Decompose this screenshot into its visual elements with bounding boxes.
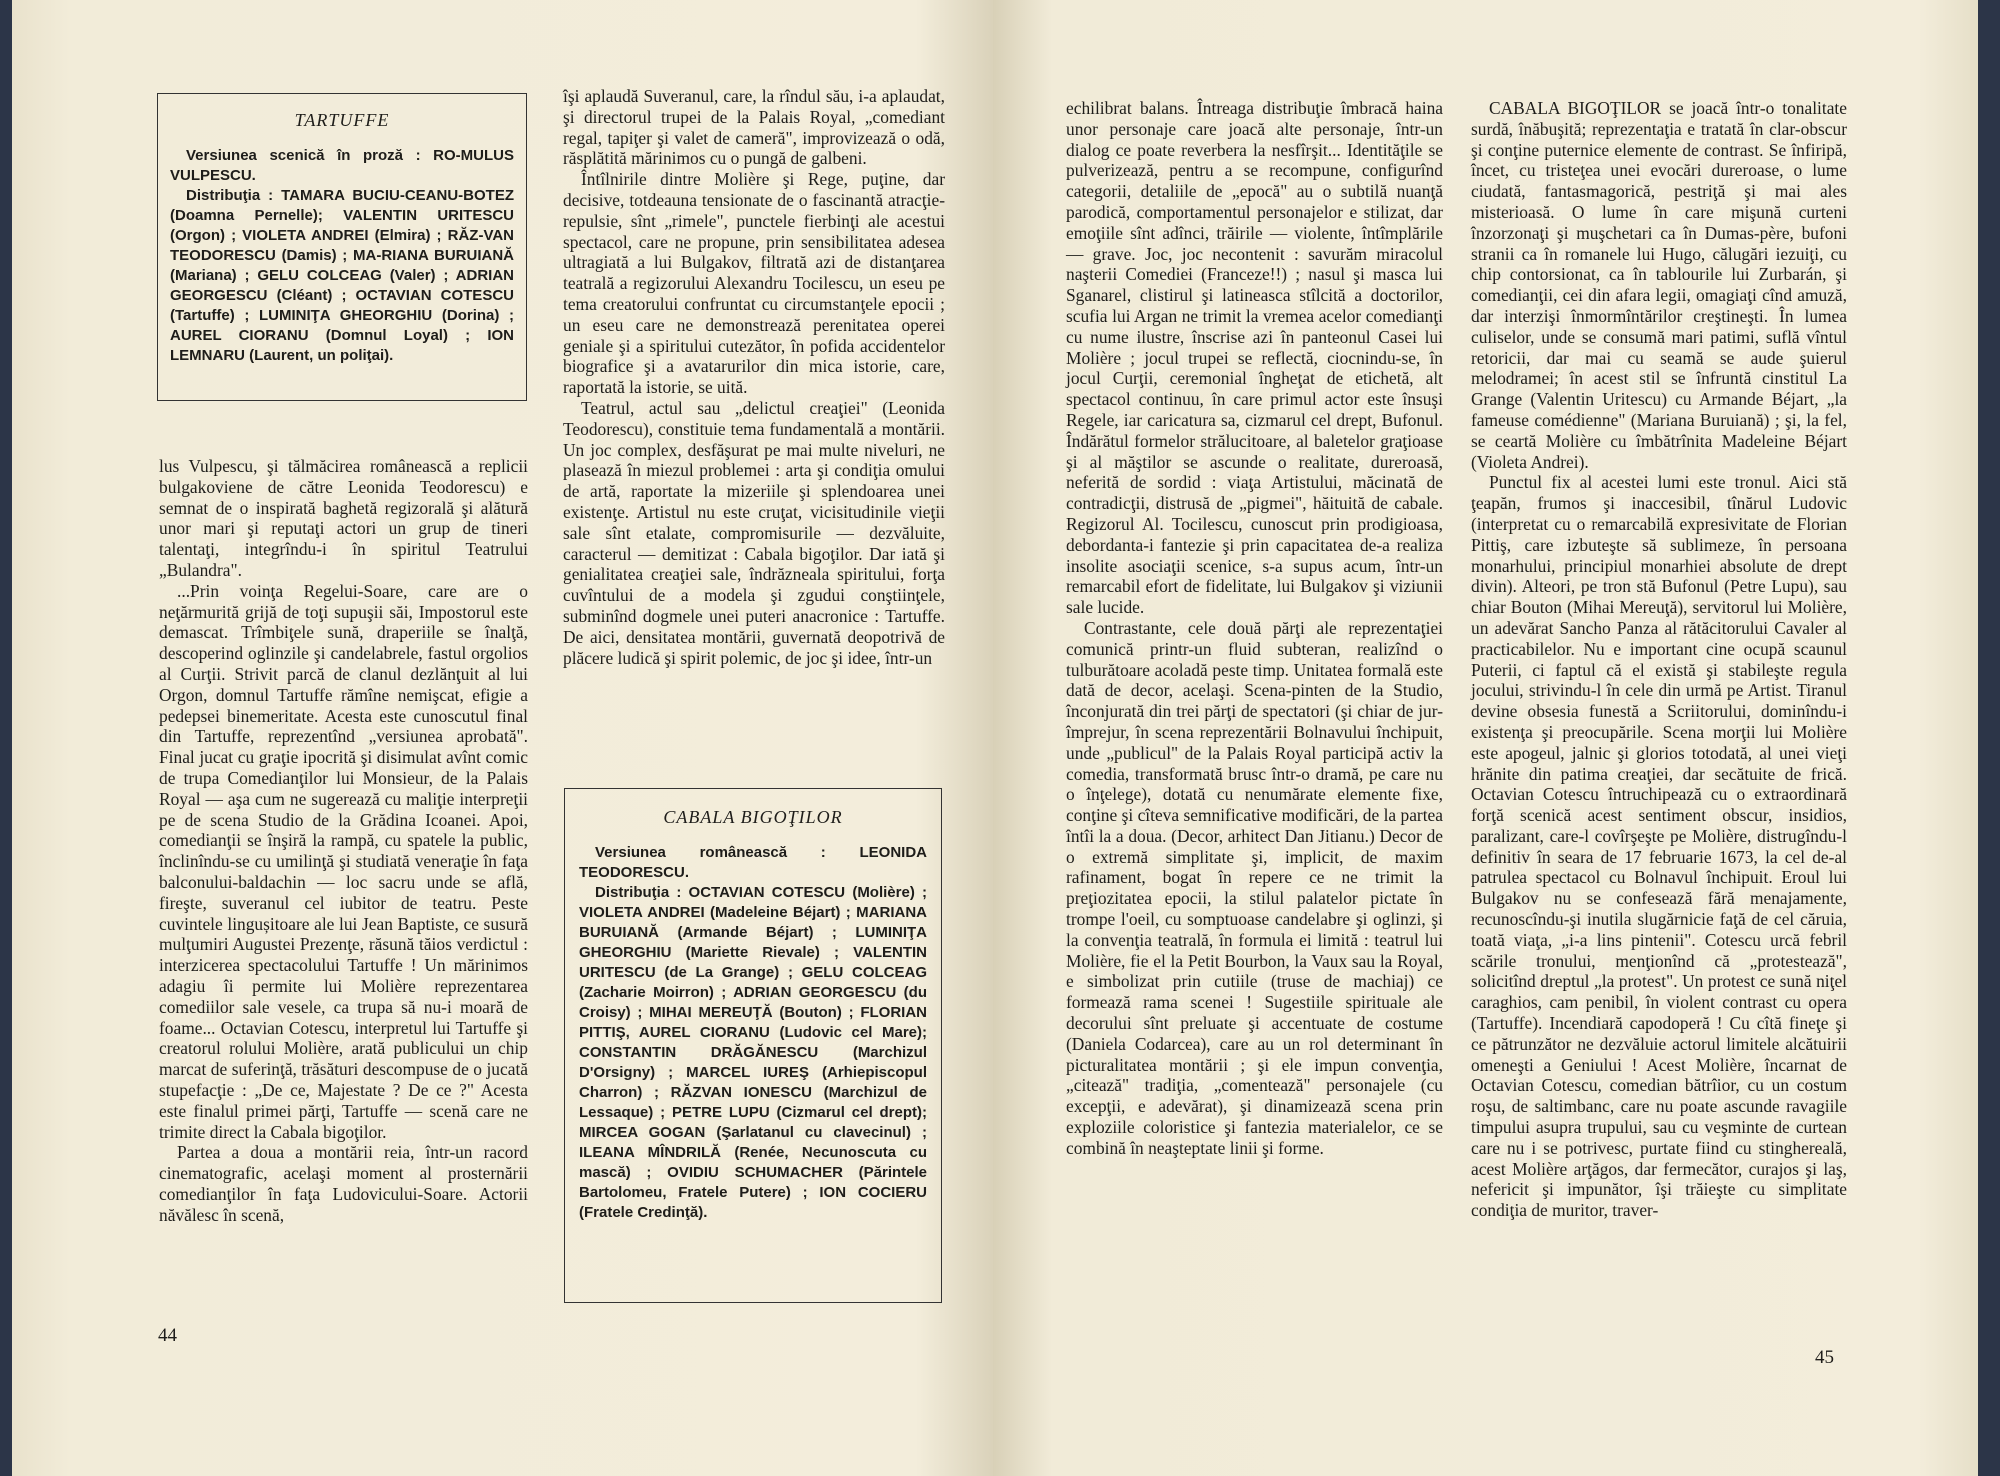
paragraph: Punctul fix al acestei lumi este tronul. Aici stă ţeapăn, frumos şi inaccesibil, tînărul Ludovic (interpretat cu o remarcabilă expresivitate de Florian Pittiş, care izbuteşte să sublimeze, în persoana monarhului, principiul monarhiei absolute de drept divin). Alteori, pe tron stă Bufonul (Petre Lupu), sau chiar Bouton (Mihai Mereuţă), servitorul lui Molière, un adevărat Sancho Panza al rătăcitorului Cavaler al practicabilelor. Nu e important cine ocupă scaunul Puterii, ci faptul că el există şi stabileşte regula jocului, strivindu-l în cele din urmă pe Artist. Tiranul devine obsesia funestă a Scriitorului, dominîndu-i existenţa şi preocupările. Scena morţii lui Molière este apogeul, jalnic şi glorios totodată, al unei vieţi hrănite din patima creaţiei, dar secătuite de frică. Octavian Cotescu întruchipează cu o extraordinară forţă scenică acest sentiment obscur, insidios, paralizant, care-l covîrşeşte pe Molière, distrugîndu-l definitiv în seara de 17 februarie 1673, la cel de-al patrulea spectacol cu Bolnavul închipuit. Eroul lui Bulgakov nu se confesează fără menajamente, recunoscîndu-şi inutila slugărnicie faţă de cel căruia, toată viaţa, „i-a lins pintenii". Cotescu urcă febril scările tronului, menţionînd că „protestează", solicitînd dreptul „la protest". Un protest ce sună niţel caraghios, cam penibil, în violent contrast cu opera (Tartuffe). Incendiară capodoperă ! Cu cîtă fineţe şi ce pătrunzător ne dezvăluie actorul limitele alcătuirii omeneşti a Geniului ! Acest Molière, încarnat de Octavian Cotescu, comedian bătrîior, cu un costum roşu, de saltimbanc, care nu poate ascunde ravagiile timpului asupra trupului, sau cu veşminte de curtean care nu i se potrivesc, purtate fiind cu stinghereală, acest Molière arţăgos, dar fermecător, curajos şi laş, nefericit şi impunător, îşi trăieşte cu simplitate condiţia de muritor, traver-	[1471, 472, 1847, 1221]
tartuffe-cast: Distribuţia : TAMARA BUCIU-CEANU-BOTEZ (Doamna Pernelle); VALENTIN URITESCU (Orgon) ; VIOLETA ANDREI (Elmira) ; RĂZ-VAN TEODORESCU (Damis) ; MA-RIANA BURUIANĂ (Mariana) ; GELU COLCEAG (Valer) ; ADRIAN GEORGESCU (Cléant) ; OCTAVIAN COTESCU (Tartuffe) ; LUMINIŢA GHEORGHIU (Dorina) ; AUREL CIORANU (Domnul Loyal) ; ION LEMNARU (Laurent, un poliţai).	[170, 187, 514, 364]
tartuffe-box-title: TARTUFFE	[294, 110, 390, 130]
cabala-version: Versiunea românească : LEONIDA TEODORESCU.	[579, 844, 927, 881]
right-column-2	[1471, 98, 1847, 1221]
left-column-2	[563, 86, 945, 668]
paragraph: Contrastante, cele două părţi ale reprezentaţiei comunică printr-un fluid subteran, realizînd o tulburătoare acoladă peste timp. Unitatea formală este dată de decor, acelaşi. Scena-pinten de la Studio, înconjurată din trei părţi de spectatori (şi chiar de jur-împrejur, în scena reprezentării Bolnavului închipuit, unde „publicul" de la Palais Royal participă activ la comedia, transformată brusc într-o dramă, pe care nu o înţelege), dotată cu nenumărate elemente fixe, conţine şi cîteva semnificative modificări, de la partea întîi la a doua. (Decor, arhitect Dan Jitianu.) Decor de o extremă simplitate şi, implicit, de maxim rafinament, bogat în repere ce ne trimit la preţiozitatea epocii, la stilul palatelor pictate în trompe l'oeil, cu somptuoase candelabre şi oglinzi, şi la convenţia teatrală, în formula ei limită : teatrul lui Molière, fie el la Petit Bourbon, la Vaux sau la Royal, e simbolizat prin cutiile (truse de machiaj) ce formează rama scenei ! Sugestiile spirituale ale decorului sînt preluate şi accentuate de costume (Daniela Codarcea), care au un rol determinant în picturalitatea montării ; şi ele impun convenţia, „citează" tradiţia, „comentează" personajele (cu excepţii, e adevărat), şi dinamizează scena prin exploziile coloristice şi fantezia materialelor, ce se combină în neaşteptate linii şi forme.	[1066, 617, 1443, 1158]
right-column-1	[1066, 98, 1443, 1159]
paragraph: Teatrul, actul sau „delictul creaţiei" (Leonida Teodorescu), constituie tema fundamentală a montării. Un joc complex, desfăşurat pe mai multe niveluri, ne plasează în miezul problemei : arta şi condiţia omului de artă, raportate la mizeriile şi splendoarea unei existenţe. Artistul nu este cruţat, vicisitudinile vieţii sale sînt etalate, compromisurile — dezvăluite, caracterul — demitizat : Cabala bigoţilor. Dar iată şi genialitatea creaţiei sale, îndrăzneala spiritului, forţa cuvîntului de a modela şi zgudui conştiinţele, subminînd dogmele unei puteri anacronice : Tartuffe. De aici, densitatea montării, guvernată deopotrivă de plăcere ludică şi spirit polemic, de joc şi idee, într-un	[563, 397, 945, 668]
paragraph: Partea a doua a montării reia, într-un racord cinematografic, acelaşi moment al prosternării comedianţilor în faţa Ludovicului-Soare. Actorii năvălesc în scenă,	[159, 1142, 528, 1225]
right-page	[993, 0, 1978, 1476]
tartuffe-credits-box	[157, 93, 527, 401]
left-page	[12, 0, 995, 1476]
paragraph: Întîlnirile dintre Molière şi Rege, puţine, dar decisive, totdeauna tensionate de o fascinantă atracţie-repulsie, sînt „rimele", punctele fierbinţi ale acestui spectacol, care ne propune, prin sensibilitatea adesea ultragiată a lui Bulgakov, filtrată azi de distanţarea teatrală a regizorului Alexandru Tocilescu, un eseu pe tema creatorului confruntat cu circumstanţele epocii ; un eseu care ne demonstrează perenitatea operei geniale şi a spiritului cutezător, în pofida accidentelor biografice şi a avatarurilor din mica istorie, care, raportată la istorie, se uită.	[563, 169, 945, 398]
page-number-left: 44	[158, 1325, 177, 1346]
paragraph: echilibrat balans. Întreaga distribuţie îmbracă haina unor personaje care joacă alte personaje, într-un dialog ce poate reverbera la nesfîrşit... Identităţile se pulverizează, pentru a se recompune, configurînd categorii, detaliile de „epocă" au o subtilă nuanţă parodică, comportamentul personajelor e stilizat, dar emoţiile sînt adînci, trăirile — violente, întîmplările — grave. Joc, joc necontenit : savurăm miracolul naşterii Comediei (Franceze!!) ; nasul şi masca lui Sganarel, clistirul şi latineasca stîlcită a doctorilor, scufia lui Argan ne trimit la vremea acelor comedianţi cu nume ilustre, înscrise azi în panteonul Casei lui Molière ; jocul trupei se reflectă, ciocnindu-se, în jocul Curţii, ceremonial îngheţat de etichetă, alt spectacol continuu, în care primul actor este însuşi Regele, iar caricatura sa, cizmarul cel drept, Bufonul. Îndărătul formelor strălucitoare, al baletelor graţioase şi al măştilor se ascunde o realitate, dureroasă, neferită de sordid : viaţa Artistului, măcinată de contradicţii, distrusă de „pigmei", hăituită de cabale. Regizorul Al. Tocilescu, cunoscut prin prodigioasa, debordanta-i fantezie şi prin capacitatea de-a realiza insolite asociaţii scenice, s-a supus acum, într-un remarcabil efort de fidelitate, lui Bulgakov şi viziunii sale lucide.	[1066, 98, 1443, 618]
cabala-credits-box	[564, 788, 942, 1303]
paragraph: lus Vulpescu, şi tălmăcirea românească a replicii bulgakoviene de către Leonida Teodorescu) e semnat de o inspirată baghetă regizorală şi alătură unor mari şi reputaţi actori un grup de tineri talentaţi, integrîndu-i în spiritul Teatrului „Bulandra".	[159, 456, 528, 580]
left-column-1	[159, 456, 528, 1225]
cabala-box-title: CABALA BIGOŢILOR	[663, 807, 843, 827]
paragraph: îşi aplaudă Suveranul, care, la rîndul său, i-a aplaudat, şi directorul trupei de la Palais Royal, „comediant regal, tapiţer şi valet de cameră", improvizează o odă, răsplătită mărinimos cu o pungă de galbeni.	[563, 86, 945, 169]
cabala-cast: Distribuţia : OCTAVIAN COTESCU (Molière) ; VIOLETA ANDREI (Madeleine Béjart) ; MARIANA BURUIANĂ (Armande Béjart) ; LUMINIŢA GHEORGHIU (Mariette Rievale) ; VALENTIN URITESCU (de La Grange) ; GELU COLCEAG (Zacharie Moirron) ; ADRIAN GEORGESCU (du Croisy) ; MIHAI MEREUŢĂ (Bouton) ; FLORIAN PITTIŞ, AUREL CIORANU (Ludovic cel Mare); CONSTANTIN DRĂGĂNESCU (Marchizul D'Orsigny) ; MARCEL IUREŞ (Arhiepiscopul Charron) ; RĂZVAN IONESCU (Marchizul de Lessaque) ; PETRE LUPU (Cizmarul cel drept); MIRCEA GOGAN (Şarlatanul cu clavecinul) ; ILEANA MÎNDRILĂ (Renée, Necunoscuta cu mască) ; OVIDIU SCHUMACHER (Părintele Bartolomeu, Fratele Putere) ; ION COCIERU (Fratele Credinţă).	[579, 884, 927, 1221]
page-number-right: 45	[1815, 1347, 1834, 1368]
paragraph: ...Prin voinţa Regelui-Soare, care are o neţărmurită grijă de toţi supuşii săi, Impostorul este demascat. Trîmbiţele sună, draperiile se înalţă, descoperind oglinzile şi candelabrele, fastul orgolios al Curţii. Strivit parcă de clanul dezlănţuit al lui Orgon, domnul Tartuffe rămîne nemişcat, efigie a pedepsei binemeritate. Acesta este cunoscutul final din Tartuffe, reprezentînd „versiunea aprobată". Final jucat cu graţie ipocrită şi disimulat avînt comic de trupa Comedianţilor lui Monsieur, de la Palais Royal — aşa cum ne sugerează cu maliţie interpreţii pe de scena Studio de la Grădina Icoanei. Apoi, comedianţii se înşiră la rampă, cu spatele la public, înclinîndu-se cu umilinţă şi studiată veneraţie în faţa balconului-baldachin — loc sacru unde se află, fireşte, suveranul cel iubitor de teatru. Peste cuvintele lingușitoare ale lui Jean Baptiste, ce susură mulţumiri Augustei Prezenţe, răsună tăios verdictul : interzicerea spectacolului Tartuffe ! Un mărinimos adagiu îi permite lui Molière reprezentarea comediilor sale vesele, ca trupa să nu-i moară de foame... Octavian Cotescu, interpretul lui Tartuffe şi creatorul rolului Molière, arată publicului un chip marcat de suferinţă, trăsături descompuse de o jucată stupefacţie : „De ce, Majestate ? De ce ?" Acesta este finalul primei părţi, Tartuffe — scenă care ne trimite direct la Cabala bigoţilor.	[159, 580, 528, 1142]
paragraph: CABALA BIGOŢILOR se joacă într-o tonalitate surdă, înăbuşită; reprezentaţia e tratată în clar-obscur şi conţine puternice elemente de contrast. Se înfiripă, încet, cu tristeţea unei evocări dureroase, o lume ciudată, fantasmagorică, pestriţă şi mai ales misterioasă. O lume în care mişună curteni înzorzonaţi şi muşchetari ca în Dumas-père, bufoni stranii ca în romanele lui Hugo, călugări iezuiţi, cu chip contorsionat, ca în tablourile lui Zurbarán, şi comedianţii, cei din afara legii, omagiaţi cînd amuză, dar interzişi înmormîntărilor creştineşti. În lumea culiselor, unde se consumă mari patimi, suflă vîntul retoricii, dar mai cu seamă se aude şuierul melodramei; în acest stil se înfruntă cinstitul La Grange (Valentin Uritescu) cu Armande Béjart, „la fameuse comédienne" (Mariana Buruiană) ; şi, la fel, se ceartă Molière cu îmbătrînita Madeleine Béjart (Violeta Andrei).	[1471, 98, 1847, 472]
tartuffe-version: Versiunea scenică în proză : RO-MULUS VULPESCU.	[170, 147, 514, 184]
